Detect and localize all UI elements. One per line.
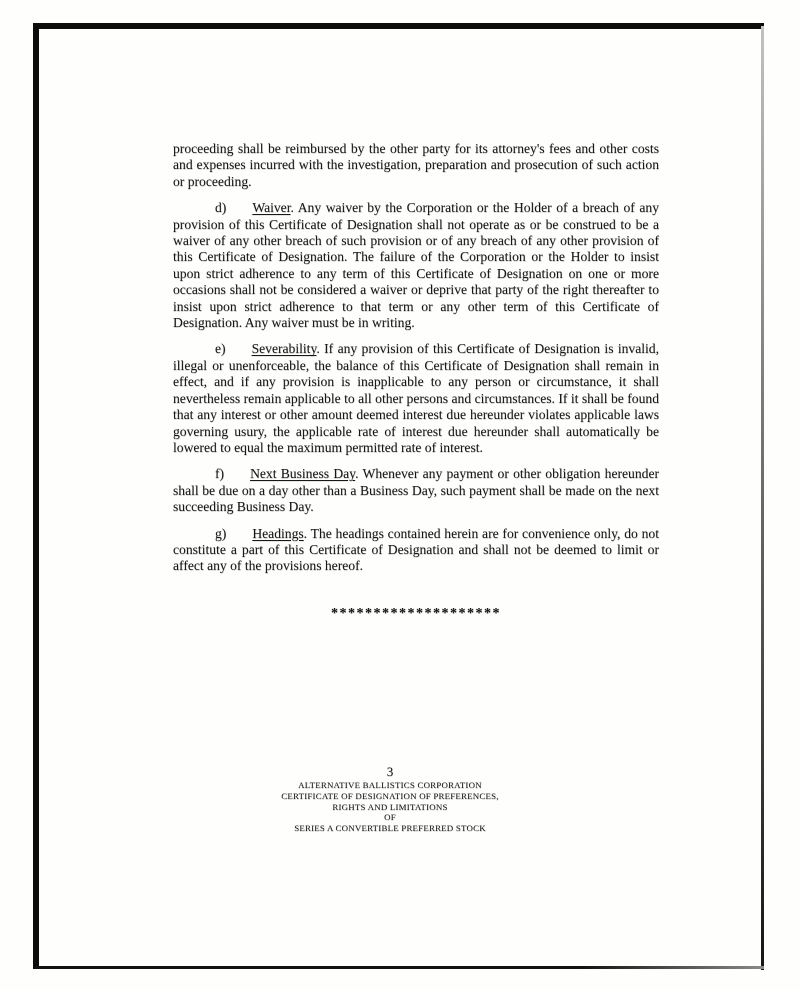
section-heading: Waiver xyxy=(252,200,291,216)
footer-line-certificate: CERTIFICATE OF DESIGNATION OF PREFERENCES, xyxy=(281,790,499,801)
section-letter: e) xyxy=(215,341,226,357)
section-next-business-day xyxy=(173,466,659,515)
section-heading: Headings xyxy=(252,525,304,541)
document-body xyxy=(173,141,659,622)
scan-border-bottom xyxy=(35,966,764,969)
scan-border-top xyxy=(33,23,764,29)
section-heading-punct: . xyxy=(303,525,308,541)
scan-border-left xyxy=(33,23,39,969)
footer-line-series: SERIES A CONVERTIBLE PREFERRED STOCK xyxy=(294,823,486,834)
section-letter: f) xyxy=(215,466,225,482)
footer-line-of: OF xyxy=(384,812,396,823)
section-letter: g) xyxy=(215,525,227,541)
asterisk-separator: ******************** xyxy=(331,605,501,621)
section-heading: Next Business Day xyxy=(250,466,356,482)
section-heading-punct: . xyxy=(290,200,294,216)
page-number: 3 xyxy=(386,764,394,779)
section-text: If any provision of this Certificate of Designation is invalid, illegal or unenforceable, the balance of this Certificate of Designation shall remain in effect, and if any provision is inapplicable to any person or circumstance, it shall nevertheless remain applicable to all other persons and circumstances. If it shall be found that any interest or other amount deemed interest due hereunder violates applicable laws governing usury, the applicable rate of interest due hereunder shall automatically be lowered to equal the maximum permitted rate of interest. xyxy=(173,341,660,455)
section-headings xyxy=(173,526,659,575)
section-waiver xyxy=(173,200,659,331)
section-heading-punct: . xyxy=(316,341,320,357)
section-text: The headings contained herein are for convenience only, do not constitute a part of this Certificate of Designation and shall not be deemed to limit or affect any of the provisions hereof. xyxy=(173,525,659,574)
section-text: Whenever any payment or other obligation hereunder shall be due on a day other than a Business Day, such payment shall be made on the next succeeding Business Day. xyxy=(173,466,660,515)
section-heading-punct: . xyxy=(355,466,359,482)
section-letter: d) xyxy=(215,200,227,216)
section-text: Any waiver by the Corporation or the Holder of a breach of any provision of this Certificate of Designation shall not operate as or be construed to be a waiver of any other breach of such provision or of any breach of any other provision of this Certificate of Designation. The failure of the Corporation or the Holder to insist upon strict adherence to any term of this Certificate of Designation on one or more occasions shall not be considered a waiver or deprive that party of the right thereafter to insist upon strict adherence to that term or any other term of this Certificate of Designation. Any waiver must be in writing. xyxy=(173,200,660,331)
section-severability xyxy=(173,341,659,456)
footer-line-rights: RIGHTS AND LIMITATIONS xyxy=(332,801,448,812)
footer-line-company: ALTERNATIVE BALLISTICS CORPORATION xyxy=(298,780,482,790)
section-heading: Severability xyxy=(251,341,317,357)
continuation-paragraph: proceeding shall be reimbursed by the other party for its attorney's fees and other costs and expenses incurred with the investigation, preparation and prosecution of such action or proceeding. xyxy=(173,141,659,189)
scan-border-right xyxy=(761,26,764,970)
page-footer xyxy=(140,764,640,834)
